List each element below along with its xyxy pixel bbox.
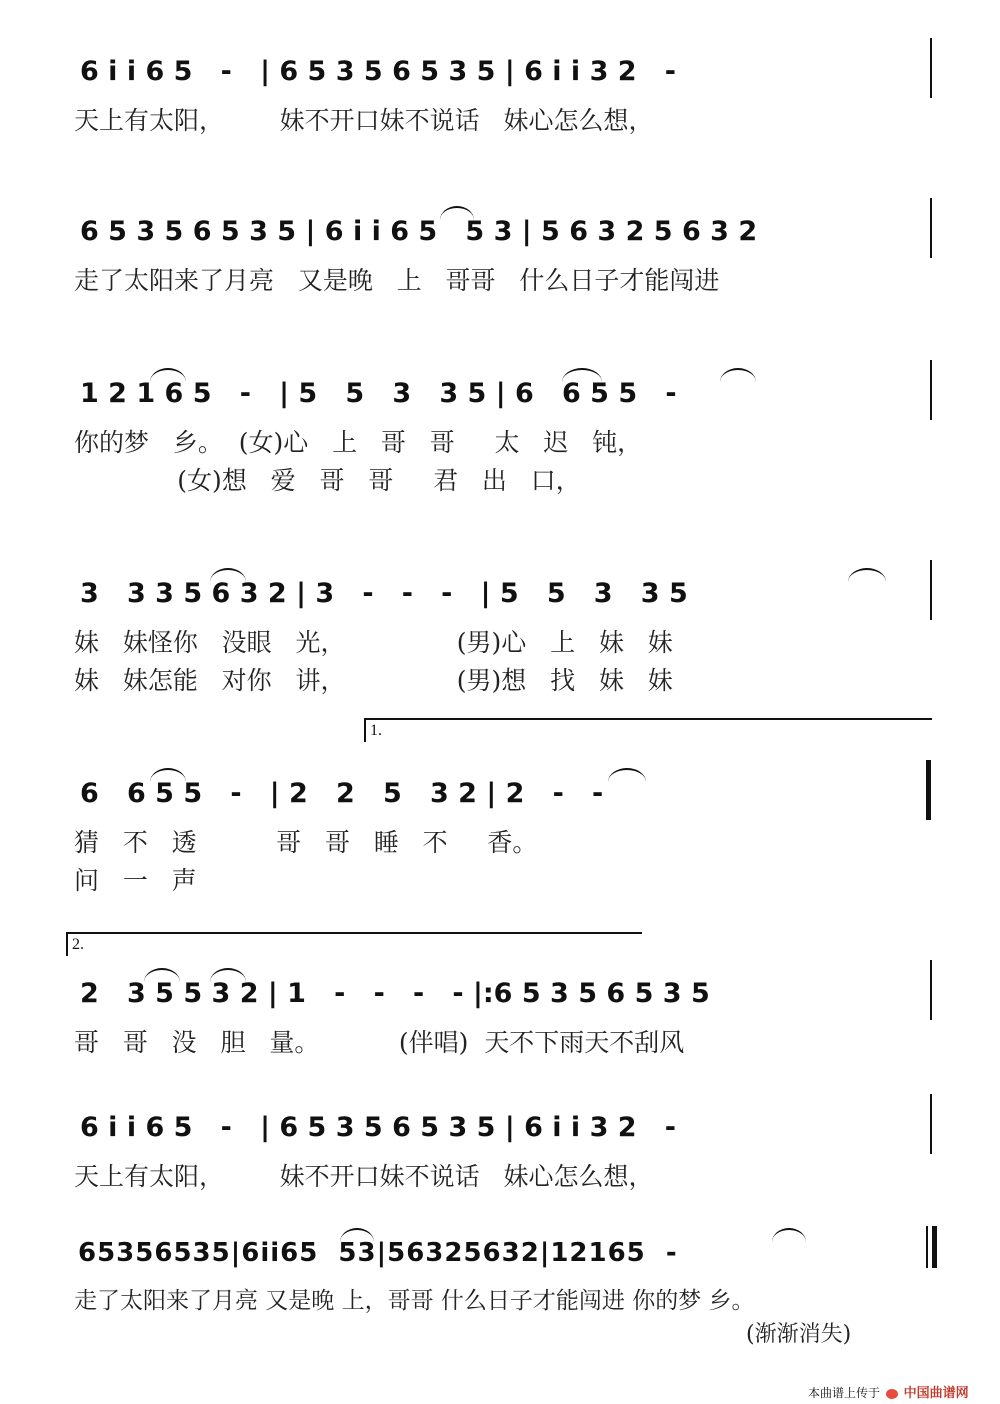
lyrics-row-5b: 问 一 声 — [74, 866, 197, 895]
notes-row-2: 6 5 3 5 6 5 3 5 | 6 i i 6 5 5 3 | 5 6 3 2 5 6 3 2 — [80, 216, 758, 247]
notes-row-8: 65356535|6ii65 53|56325632|12165 - — [78, 1238, 678, 1268]
slur — [150, 768, 186, 782]
barline-row-3-end — [930, 360, 932, 420]
lyrics-row-3a: 你的梦 乡。 (女)心 上 哥 哥 太 迟 钝， — [74, 428, 643, 457]
lyrics-row-5a: 猜 不 透 哥 哥 睡 不 香。 — [74, 828, 538, 857]
volta-2-label: 2. — [72, 936, 84, 953]
slur — [210, 968, 246, 982]
notes-row-7: 6 i i 6 5 - | 6 5 3 5 6 5 3 5 | 6 i i 3 2 - — [80, 1112, 676, 1143]
barline-row-1-end — [930, 38, 932, 98]
barline-row-4-end — [930, 560, 932, 620]
repeat-end-barline — [926, 760, 931, 820]
slur — [144, 968, 180, 982]
notes-row-3: 1 2 1 6 5 - | 5 5 3 3 5 | 6 6 5 5 - — [80, 378, 677, 409]
slur — [340, 1228, 374, 1242]
lyrics-row-2: 走了太阳来了月亮 又是晚 上 哥哥 什么日子才能闯进 — [74, 266, 720, 295]
lyrics-row-8: 走了太阳来了月亮 又是晚 上，哥哥 什么日子才能闯进 你的梦 乡。 — [74, 1288, 755, 1314]
notes-row-1: 6 i i 6 5 - | 6 5 3 5 6 5 3 5 | 6 i i 3 2 - — [80, 56, 676, 87]
notes-row-5: 6 6 5 5 - | 2 2 5 3 2 | 2 - - — [80, 778, 604, 809]
slur — [562, 368, 602, 382]
fade-out-note: (渐渐消失) — [746, 1322, 852, 1347]
volta-1-bracket — [364, 718, 932, 742]
volta-1-label: 1. — [370, 722, 382, 739]
notes-row-4: 3 3 3 5 6 3 2 | 3 - - - | 5 5 3 3 5 — [80, 578, 688, 609]
barline-row-2-end — [930, 198, 932, 258]
site-logo-icon — [886, 1389, 898, 1399]
slur — [720, 368, 756, 382]
slur — [608, 768, 646, 782]
lyrics-row-4b: 妹 妹怎能 对你 讲， (男)想 找 妹 妹 — [74, 666, 673, 695]
volta-2-bracket — [66, 932, 642, 956]
barline-row-6-end — [930, 960, 932, 1020]
barline-row-7-end — [930, 1094, 932, 1154]
lyrics-row-4a: 妹 妹怪你 没眼 光， (男)心 上 妹 妹 — [74, 628, 673, 657]
slur — [772, 1228, 806, 1242]
notes-row-6: 2 3 5 5 3 2 | 1 - - - - |:6 5 3 5 6 5 3 5 — [80, 978, 710, 1009]
slur — [150, 368, 186, 382]
final-barline-thick — [932, 1226, 937, 1268]
slur — [210, 568, 246, 582]
lyrics-row-3b: (女)想 爱 哥 哥 君 出 口， — [74, 466, 581, 495]
slur — [440, 206, 474, 220]
lyrics-row-1: 天上有太阳， 妹不开口妹不说话 妹心怎么想， — [74, 106, 654, 135]
lyrics-row-6: 哥 哥 没 胆 量。 (伴唱) 天不下雨天不刮风 — [74, 1028, 685, 1057]
footer — [808, 1382, 969, 1401]
slur — [848, 568, 886, 582]
lyrics-row-7: 天上有太阳， 妹不开口妹不说话 妹心怎么想， — [74, 1162, 654, 1191]
final-barline-thin — [926, 1226, 928, 1268]
footer-uploaded-text: 本曲谱上传于 — [808, 1386, 881, 1400]
footer-site-name[interactable]: 中国曲谱网 — [903, 1386, 969, 1401]
